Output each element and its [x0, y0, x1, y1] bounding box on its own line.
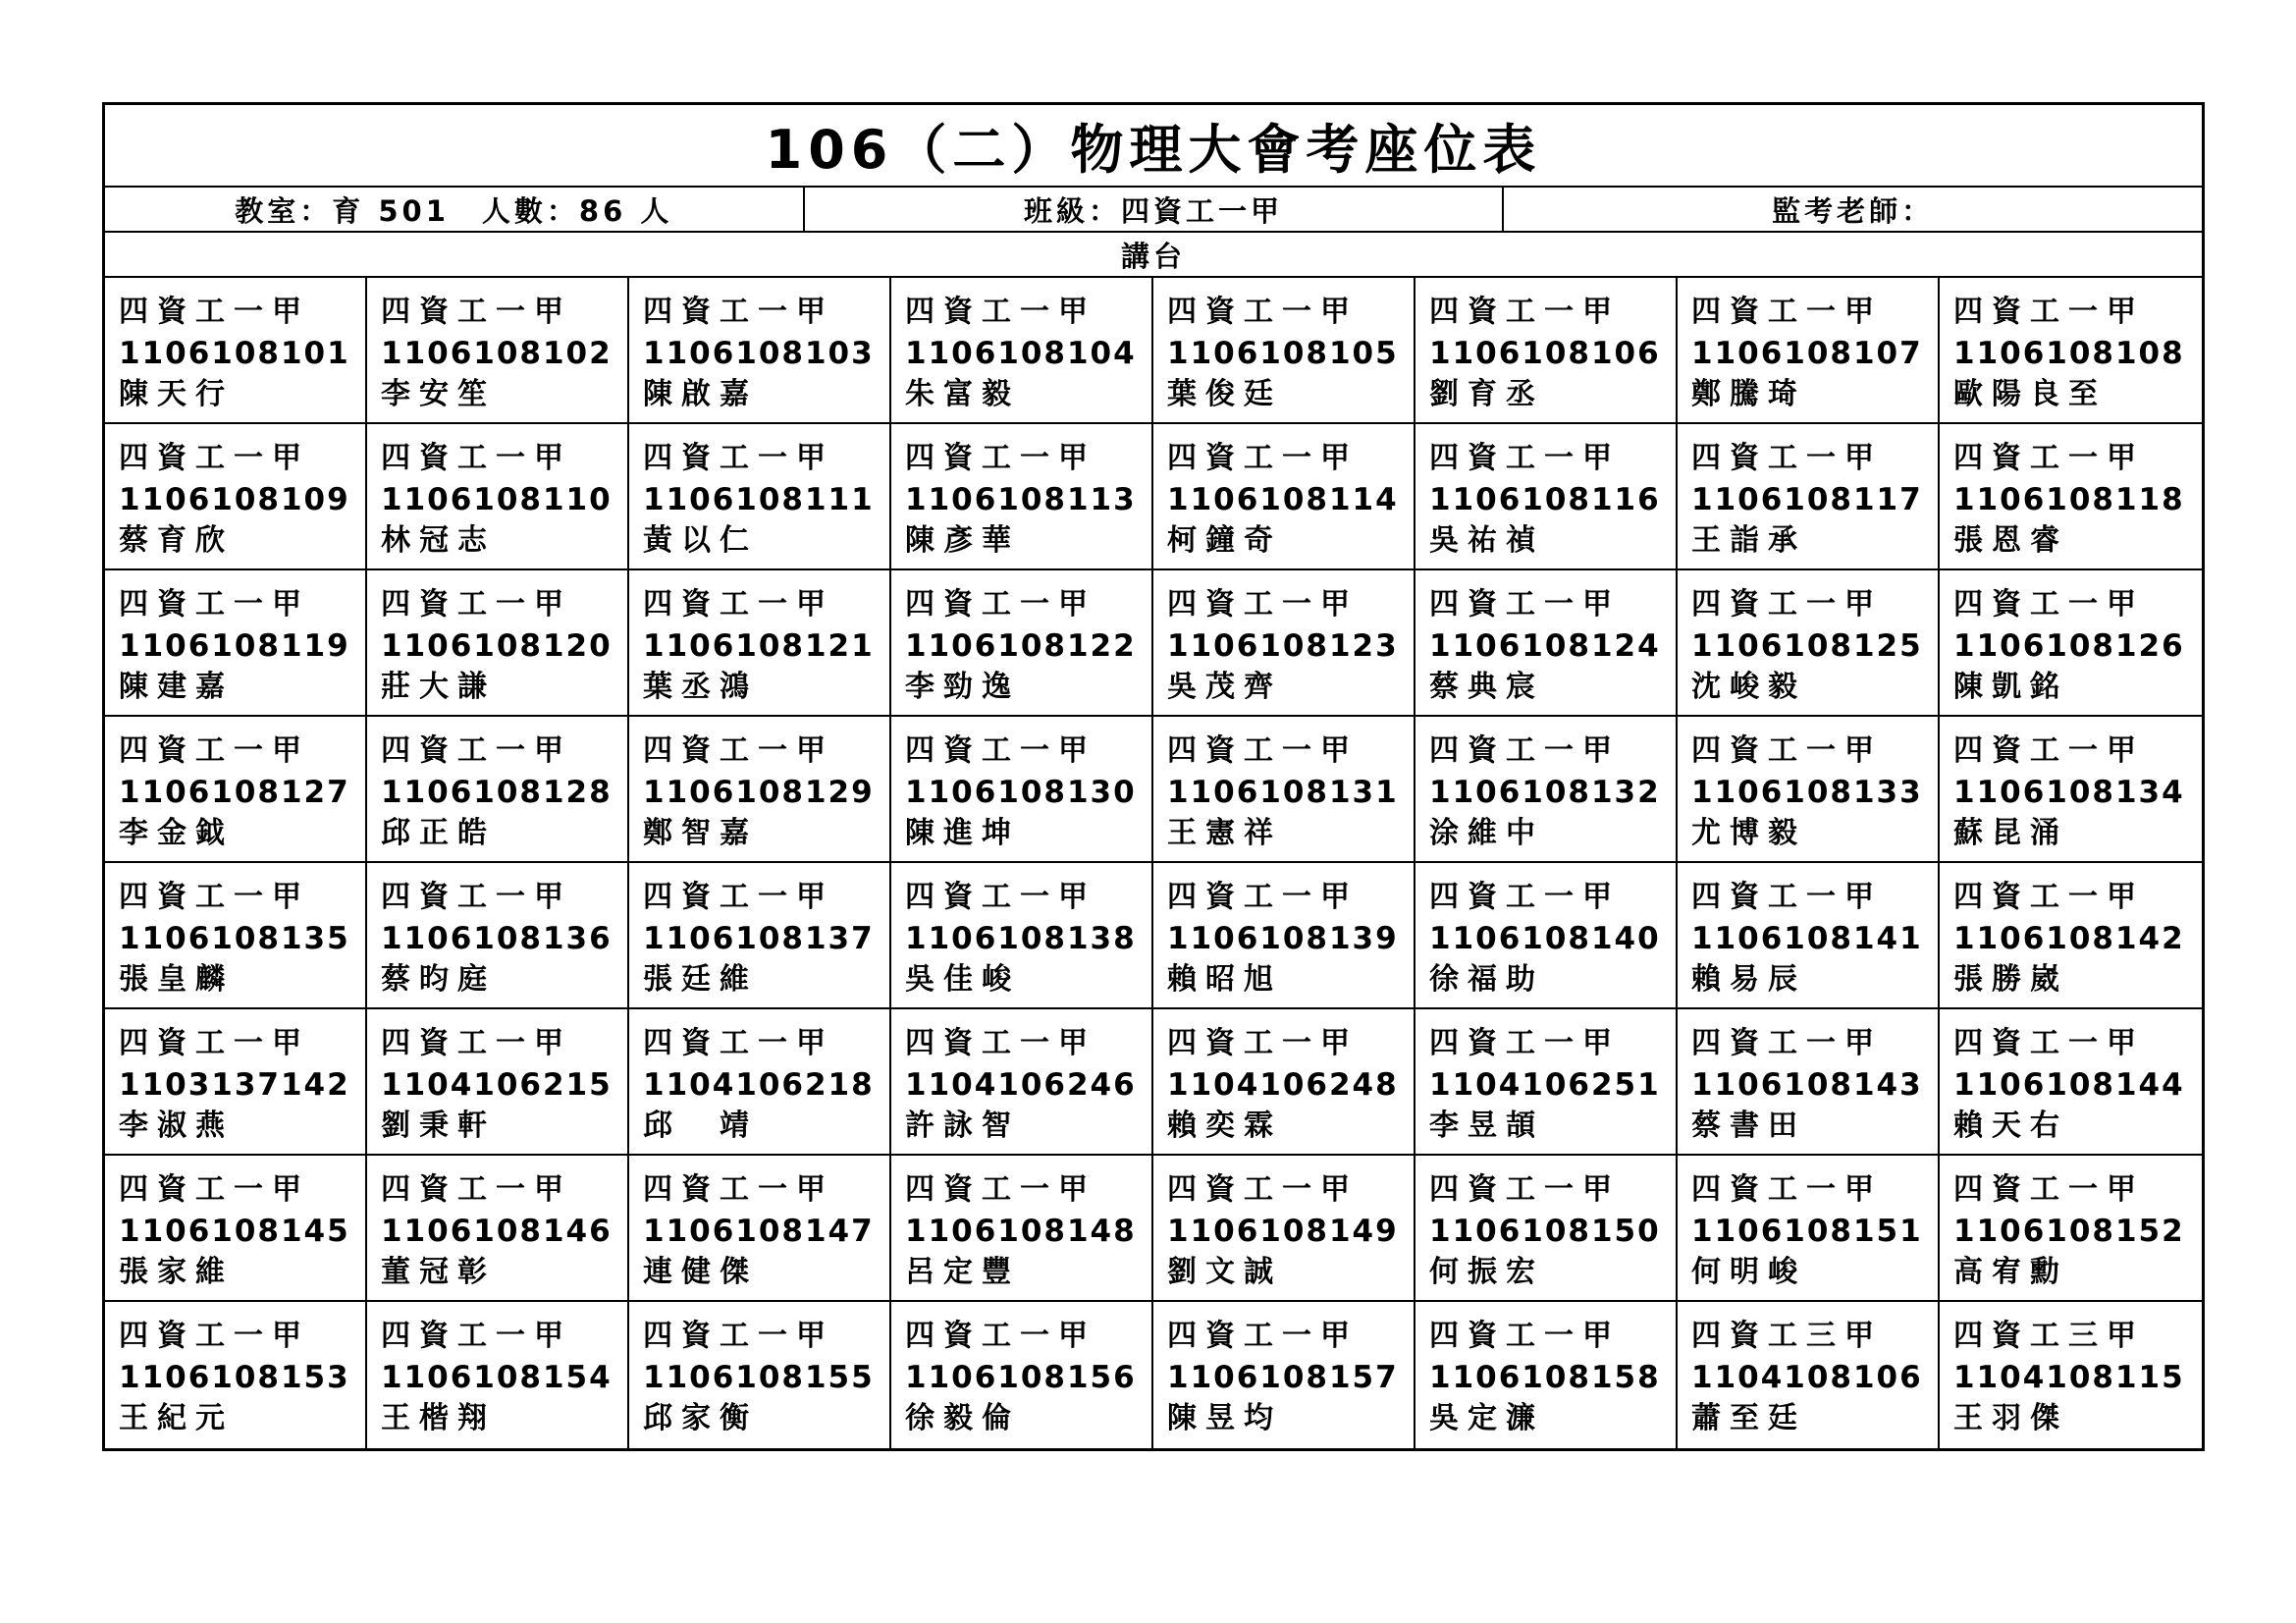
seat-student-id: 1106108119	[119, 628, 350, 664]
seat-student-id: 1106108158	[1429, 1360, 1661, 1395]
seat-class: 四資工一甲	[643, 880, 834, 914]
seat-student-id: 1106108103	[643, 336, 875, 371]
seat-student-id: 1106108108	[1953, 336, 2185, 371]
seat-cell	[367, 1009, 629, 1156]
seat-student-id: 1104106218	[643, 1067, 875, 1103]
seat-student-name: 鄭騰琦	[1691, 377, 1806, 411]
seat-student-id: 1106108117	[1691, 482, 1923, 517]
seat-class: 四資工一甲	[381, 880, 572, 914]
seat-student-id: 1106108138	[905, 921, 1137, 956]
seat-student-name: 李昱頡	[1429, 1109, 1544, 1143]
seat-cell	[1940, 424, 2202, 570]
seat-student-id: 1106108121	[643, 628, 875, 664]
seat-cell	[1415, 717, 1678, 863]
seat-student-id: 1106108122	[905, 628, 1137, 664]
seat-student-id: 1106108101	[119, 336, 350, 371]
seat-class: 四資工一甲	[1691, 880, 1883, 914]
seat-student-id: 1106108127	[119, 775, 350, 810]
seat-student-name: 林冠志	[381, 523, 496, 558]
seat-class: 四資工一甲	[119, 880, 310, 914]
seat-cell	[1678, 1302, 1940, 1448]
seat-cell	[1153, 570, 1415, 717]
seat-cell	[105, 1156, 367, 1302]
seat-class: 四資工一甲	[1167, 295, 1359, 329]
seat-class: 四資工一甲	[381, 1319, 572, 1353]
seat-student-id: 1106108131	[1167, 775, 1399, 810]
seat-cell	[367, 1302, 629, 1448]
seat-cell	[629, 717, 891, 863]
seat-student-name: 葉俊廷	[1167, 377, 1282, 411]
seat-student-id: 1104106215	[381, 1067, 613, 1103]
seat-class: 四資工一甲	[1691, 1172, 1883, 1207]
seat-cell	[1415, 278, 1678, 424]
seat-cell	[891, 1156, 1153, 1302]
seat-student-id: 1106108155	[643, 1360, 875, 1395]
seat-class: 四資工一甲	[1429, 295, 1621, 329]
seat-class: 四資工一甲	[905, 880, 1096, 914]
seat-student-id: 1106108118	[1953, 482, 2185, 517]
seat-student-name: 李勁逸	[905, 670, 1020, 704]
info-row	[105, 188, 2202, 233]
seat-class: 四資工一甲	[643, 295, 834, 329]
seat-class: 四資工一甲	[119, 441, 310, 475]
seat-class: 四資工一甲	[1691, 587, 1883, 622]
class-info: 班級：四資工一甲	[803, 188, 1503, 231]
seat-student-name: 劉文誠	[1167, 1255, 1282, 1289]
seat-student-id: 1106108105	[1167, 336, 1399, 371]
seat-class: 四資工一甲	[119, 1172, 310, 1207]
seat-class: 四資工一甲	[905, 1319, 1096, 1353]
seat-student-name: 賴易辰	[1691, 962, 1806, 997]
seat-student-id: 1106108154	[381, 1360, 613, 1395]
seat-student-name: 鄭智嘉	[643, 816, 758, 850]
seat-cell	[1415, 1156, 1678, 1302]
seat-student-id: 1106108142	[1953, 921, 2185, 956]
seat-student-id: 1106108137	[643, 921, 875, 956]
seat-cell	[105, 863, 367, 1009]
seat-student-name: 吳茂齊	[1167, 670, 1282, 704]
seat-student-name: 高宥勳	[1953, 1255, 2068, 1289]
seat-student-id: 1106108111	[643, 482, 875, 517]
seat-student-id: 1106108152	[1953, 1214, 2185, 1249]
seat-student-id: 1106108132	[1429, 775, 1661, 810]
seat-class: 四資工一甲	[119, 295, 310, 329]
seat-student-id: 1106108144	[1953, 1067, 2185, 1103]
seat-class: 四資工一甲	[1953, 733, 2145, 768]
seat-student-name: 邱家衡	[643, 1401, 758, 1435]
seat-class: 四資工一甲	[1691, 295, 1883, 329]
seat-cell	[629, 278, 891, 424]
seat-cell	[891, 863, 1153, 1009]
seat-student-id: 1106108130	[905, 775, 1137, 810]
seat-cell	[105, 278, 367, 424]
seat-class: 四資工一甲	[1429, 1026, 1621, 1060]
seat-student-id: 1106108133	[1691, 775, 1923, 810]
seat-student-id: 1106108126	[1953, 628, 2185, 664]
seat-class: 四資工一甲	[1691, 733, 1883, 768]
seat-student-name: 徐毅倫	[905, 1401, 1020, 1435]
seat-student-name: 陳昱均	[1167, 1401, 1282, 1435]
seat-class: 四資工一甲	[1429, 733, 1621, 768]
seat-student-name: 劉秉軒	[381, 1109, 496, 1143]
seat-student-name: 歐陽良至	[1953, 377, 2107, 411]
seat-class: 四資工一甲	[643, 1172, 834, 1207]
seat-class: 四資工一甲	[643, 733, 834, 768]
seat-student-id: 1106108104	[905, 336, 1137, 371]
seat-student-name: 邱 靖	[643, 1109, 758, 1143]
seat-student-name: 尤博毅	[1691, 816, 1806, 850]
seat-cell	[891, 1009, 1153, 1156]
seat-student-id: 1104106246	[905, 1067, 1137, 1103]
seat-student-name: 王詣承	[1691, 523, 1806, 558]
seat-cell	[367, 278, 629, 424]
seat-student-id: 1106108106	[1429, 336, 1661, 371]
seat-cell	[1678, 1009, 1940, 1156]
seat-student-id: 1106108139	[1167, 921, 1399, 956]
seat-student-name: 沈峻毅	[1691, 670, 1806, 704]
seat-class: 四資工一甲	[381, 733, 572, 768]
seat-student-name: 陳凱銘	[1953, 670, 2068, 704]
seat-class: 四資工一甲	[1429, 587, 1621, 622]
seat-student-name: 蔡典宸	[1429, 670, 1544, 704]
seat-student-id: 1106108114	[1167, 482, 1399, 517]
seat-class: 四資工一甲	[643, 587, 834, 622]
seat-cell	[1940, 1156, 2202, 1302]
seat-student-name: 吳定濂	[1429, 1401, 1544, 1435]
seat-class: 四資工一甲	[905, 1026, 1096, 1060]
seat-student-id: 1106108157	[1167, 1360, 1399, 1395]
seat-class: 四資工一甲	[1167, 441, 1359, 475]
seat-cell	[1940, 570, 2202, 717]
seat-student-name: 吳佳峻	[905, 962, 1020, 997]
seat-student-id: 1106108148	[905, 1214, 1137, 1249]
seat-student-id: 1104108106	[1691, 1360, 1923, 1395]
seat-grid	[105, 278, 2202, 1448]
seat-class: 四資工一甲	[1429, 1172, 1621, 1207]
seat-cell	[629, 424, 891, 570]
seat-class: 四資工一甲	[643, 1026, 834, 1060]
seat-class: 四資工一甲	[1167, 1026, 1359, 1060]
seat-cell	[629, 1302, 891, 1448]
seat-cell	[1153, 863, 1415, 1009]
seat-cell	[891, 1302, 1153, 1448]
seat-student-name: 蔡書田	[1691, 1109, 1806, 1143]
seat-class: 四資工一甲	[381, 1026, 572, 1060]
seat-student-id: 1106108134	[1953, 775, 2185, 810]
seat-student-name: 張恩睿	[1953, 523, 2068, 558]
seat-class: 四資工三甲	[1953, 1319, 2145, 1353]
seat-class: 四資工一甲	[1167, 1172, 1359, 1207]
seat-student-name: 陳天行	[119, 377, 234, 411]
seat-cell	[105, 570, 367, 717]
seat-class: 四資工一甲	[1167, 1319, 1359, 1353]
seat-class: 四資工一甲	[643, 1319, 834, 1353]
seating-chart	[102, 102, 2205, 1451]
seat-class: 四資工一甲	[905, 441, 1096, 475]
seat-class: 四資工一甲	[381, 1172, 572, 1207]
seat-student-name: 王楷翔	[381, 1401, 496, 1435]
seat-student-id: 1106108124	[1429, 628, 1661, 664]
seat-student-id: 1106108128	[381, 775, 613, 810]
seat-class: 四資工一甲	[1691, 1026, 1883, 1060]
seat-cell	[367, 863, 629, 1009]
seat-student-name: 何振宏	[1429, 1255, 1544, 1289]
podium-label: 講台	[105, 233, 2202, 278]
seat-cell	[1415, 863, 1678, 1009]
seat-student-id: 1106108149	[1167, 1214, 1399, 1249]
seat-student-name: 莊大謙	[381, 670, 496, 704]
seat-student-name: 涂維中	[1429, 816, 1544, 850]
seat-student-name: 張廷維	[643, 962, 758, 997]
seat-cell	[1153, 278, 1415, 424]
seat-cell	[629, 570, 891, 717]
seat-class: 四資工一甲	[381, 587, 572, 622]
seat-class: 四資工一甲	[1429, 880, 1621, 914]
seat-cell	[891, 570, 1153, 717]
seat-student-id: 1106108150	[1429, 1214, 1661, 1249]
seat-student-name: 張家維	[119, 1255, 234, 1289]
seat-cell	[1153, 717, 1415, 863]
seat-student-id: 1106108147	[643, 1214, 875, 1249]
seat-cell	[1678, 278, 1940, 424]
seat-cell	[629, 863, 891, 1009]
seat-cell	[1415, 424, 1678, 570]
seat-student-id: 1106108146	[381, 1214, 613, 1249]
seat-student-id: 1106108153	[119, 1360, 350, 1395]
seat-class: 四資工一甲	[119, 1319, 310, 1353]
seat-class: 四資工一甲	[1429, 441, 1621, 475]
seat-class: 四資工一甲	[1953, 1172, 2145, 1207]
seat-student-id: 1106108125	[1691, 628, 1923, 664]
seat-student-name: 連健傑	[643, 1255, 758, 1289]
seat-cell	[105, 424, 367, 570]
seat-student-name: 吳祐禎	[1429, 523, 1544, 558]
seat-cell	[1153, 1302, 1415, 1448]
seat-student-id: 1106108123	[1167, 628, 1399, 664]
seat-student-name: 賴昭旭	[1167, 962, 1282, 997]
seat-student-id: 1106108136	[381, 921, 613, 956]
seat-cell	[367, 1156, 629, 1302]
seat-class: 四資工一甲	[1953, 1026, 2145, 1060]
seat-class: 四資工一甲	[119, 733, 310, 768]
seat-cell	[891, 424, 1153, 570]
seat-class: 四資工三甲	[1691, 1319, 1883, 1353]
seat-student-name: 柯鐘奇	[1167, 523, 1282, 558]
seat-student-id: 1106108110	[381, 482, 613, 517]
seat-class: 四資工一甲	[1691, 441, 1883, 475]
seat-class: 四資工一甲	[381, 295, 572, 329]
seat-student-name: 張皇麟	[119, 962, 234, 997]
seat-student-id: 1104106251	[1429, 1067, 1661, 1103]
seat-student-name: 董冠彰	[381, 1255, 496, 1289]
seat-student-id: 1106108109	[119, 482, 350, 517]
seat-student-name: 王紀元	[119, 1401, 234, 1435]
seat-student-name: 劉育丞	[1429, 377, 1544, 411]
seat-student-id: 1106108143	[1691, 1067, 1923, 1103]
seat-student-name: 徐福助	[1429, 962, 1544, 997]
seat-cell	[1678, 570, 1940, 717]
seat-cell	[105, 1302, 367, 1448]
seat-cell	[1678, 717, 1940, 863]
seat-cell	[367, 570, 629, 717]
seat-cell	[1678, 863, 1940, 1009]
seat-cell	[629, 1156, 891, 1302]
seat-cell	[1940, 1009, 2202, 1156]
seat-class: 四資工一甲	[1167, 733, 1359, 768]
seat-student-name: 賴天右	[1953, 1109, 2068, 1143]
seat-class: 四資工一甲	[1953, 295, 2145, 329]
seat-student-name: 朱富毅	[905, 377, 1020, 411]
seat-student-id: 1106108140	[1429, 921, 1661, 956]
seat-student-name: 李淑燕	[119, 1109, 234, 1143]
seat-class: 四資工一甲	[905, 587, 1096, 622]
seat-student-name: 陳進坤	[905, 816, 1020, 850]
seat-student-id: 1103137142	[119, 1067, 350, 1103]
seat-cell	[1153, 1009, 1415, 1156]
seat-student-id: 1106108141	[1691, 921, 1923, 956]
seat-cell	[1415, 1009, 1678, 1156]
seat-student-id: 1106108113	[905, 482, 1137, 517]
seat-cell	[1678, 424, 1940, 570]
seat-cell	[1415, 1302, 1678, 1448]
seat-student-id: 1106108107	[1691, 336, 1923, 371]
seat-class: 四資工一甲	[1953, 587, 2145, 622]
seat-cell	[891, 717, 1153, 863]
seat-cell	[1940, 863, 2202, 1009]
seat-cell	[629, 1009, 891, 1156]
seat-class: 四資工一甲	[1953, 441, 2145, 475]
seat-student-name: 陳彥華	[905, 523, 1020, 558]
seat-student-id: 1106108116	[1429, 482, 1661, 517]
seat-student-name: 蔡育欣	[119, 523, 234, 558]
seat-class: 四資工一甲	[1167, 587, 1359, 622]
seat-student-name: 陳啟嘉	[643, 377, 758, 411]
proctor-info: 監考老師：	[1502, 188, 2202, 231]
seat-student-id: 1106108102	[381, 336, 613, 371]
seat-student-name: 蔡昀庭	[381, 962, 496, 997]
seat-student-name: 呂定豐	[905, 1255, 1020, 1289]
seat-student-name: 蕭至廷	[1691, 1401, 1806, 1435]
seat-student-name: 何明峻	[1691, 1255, 1806, 1289]
seat-cell	[891, 278, 1153, 424]
seat-student-name: 蘇昆涌	[1953, 816, 2068, 850]
seat-student-name: 李金鉞	[119, 816, 234, 850]
seat-student-id: 1104108115	[1953, 1360, 2185, 1395]
seat-cell	[1415, 570, 1678, 717]
room-info: 教室：育 501 人數：86 人	[235, 193, 673, 228]
seat-student-id: 1106108135	[119, 921, 350, 956]
seat-cell	[1153, 1156, 1415, 1302]
seat-student-id: 1106108129	[643, 775, 875, 810]
seat-class: 四資工一甲	[905, 733, 1096, 768]
seat-student-id: 1104106248	[1167, 1067, 1399, 1103]
seat-class: 四資工一甲	[905, 1172, 1096, 1207]
seat-student-name: 李安笙	[381, 377, 496, 411]
seat-student-name: 王羽傑	[1953, 1401, 2068, 1435]
seat-student-name: 陳建嘉	[119, 670, 234, 704]
seat-cell	[1940, 278, 2202, 424]
seat-student-id: 1106108145	[119, 1214, 350, 1249]
seat-cell	[105, 717, 367, 863]
seat-student-id: 1106108151	[1691, 1214, 1923, 1249]
seat-student-name: 邱正皓	[381, 816, 496, 850]
seat-student-name: 葉丞鴻	[643, 670, 758, 704]
seat-class: 四資工一甲	[643, 441, 834, 475]
seat-cell	[105, 1009, 367, 1156]
seat-class: 四資工一甲	[905, 295, 1096, 329]
seat-student-name: 黃以仁	[643, 523, 758, 558]
seat-cell	[367, 424, 629, 570]
seat-student-name: 許詠智	[905, 1109, 1020, 1143]
seat-student-name: 賴奕霖	[1167, 1109, 1282, 1143]
seat-cell	[1678, 1156, 1940, 1302]
seat-class: 四資工一甲	[119, 1026, 310, 1060]
seat-class: 四資工一甲	[381, 441, 572, 475]
seat-class: 四資工一甲	[1429, 1319, 1621, 1353]
seat-class: 四資工一甲	[1953, 880, 2145, 914]
seat-student-id: 1106108120	[381, 628, 613, 664]
seat-student-name: 王憲祥	[1167, 816, 1282, 850]
seat-cell	[1940, 717, 2202, 863]
seat-cell	[367, 717, 629, 863]
seat-student-id: 1106108156	[905, 1360, 1137, 1395]
seat-student-name: 張勝崴	[1953, 962, 2068, 997]
page-title: 106（二）物理大會考座位表	[105, 105, 2202, 188]
seat-cell	[1940, 1302, 2202, 1448]
seat-class: 四資工一甲	[119, 587, 310, 622]
seat-cell	[1153, 424, 1415, 570]
seat-class: 四資工一甲	[1167, 880, 1359, 914]
